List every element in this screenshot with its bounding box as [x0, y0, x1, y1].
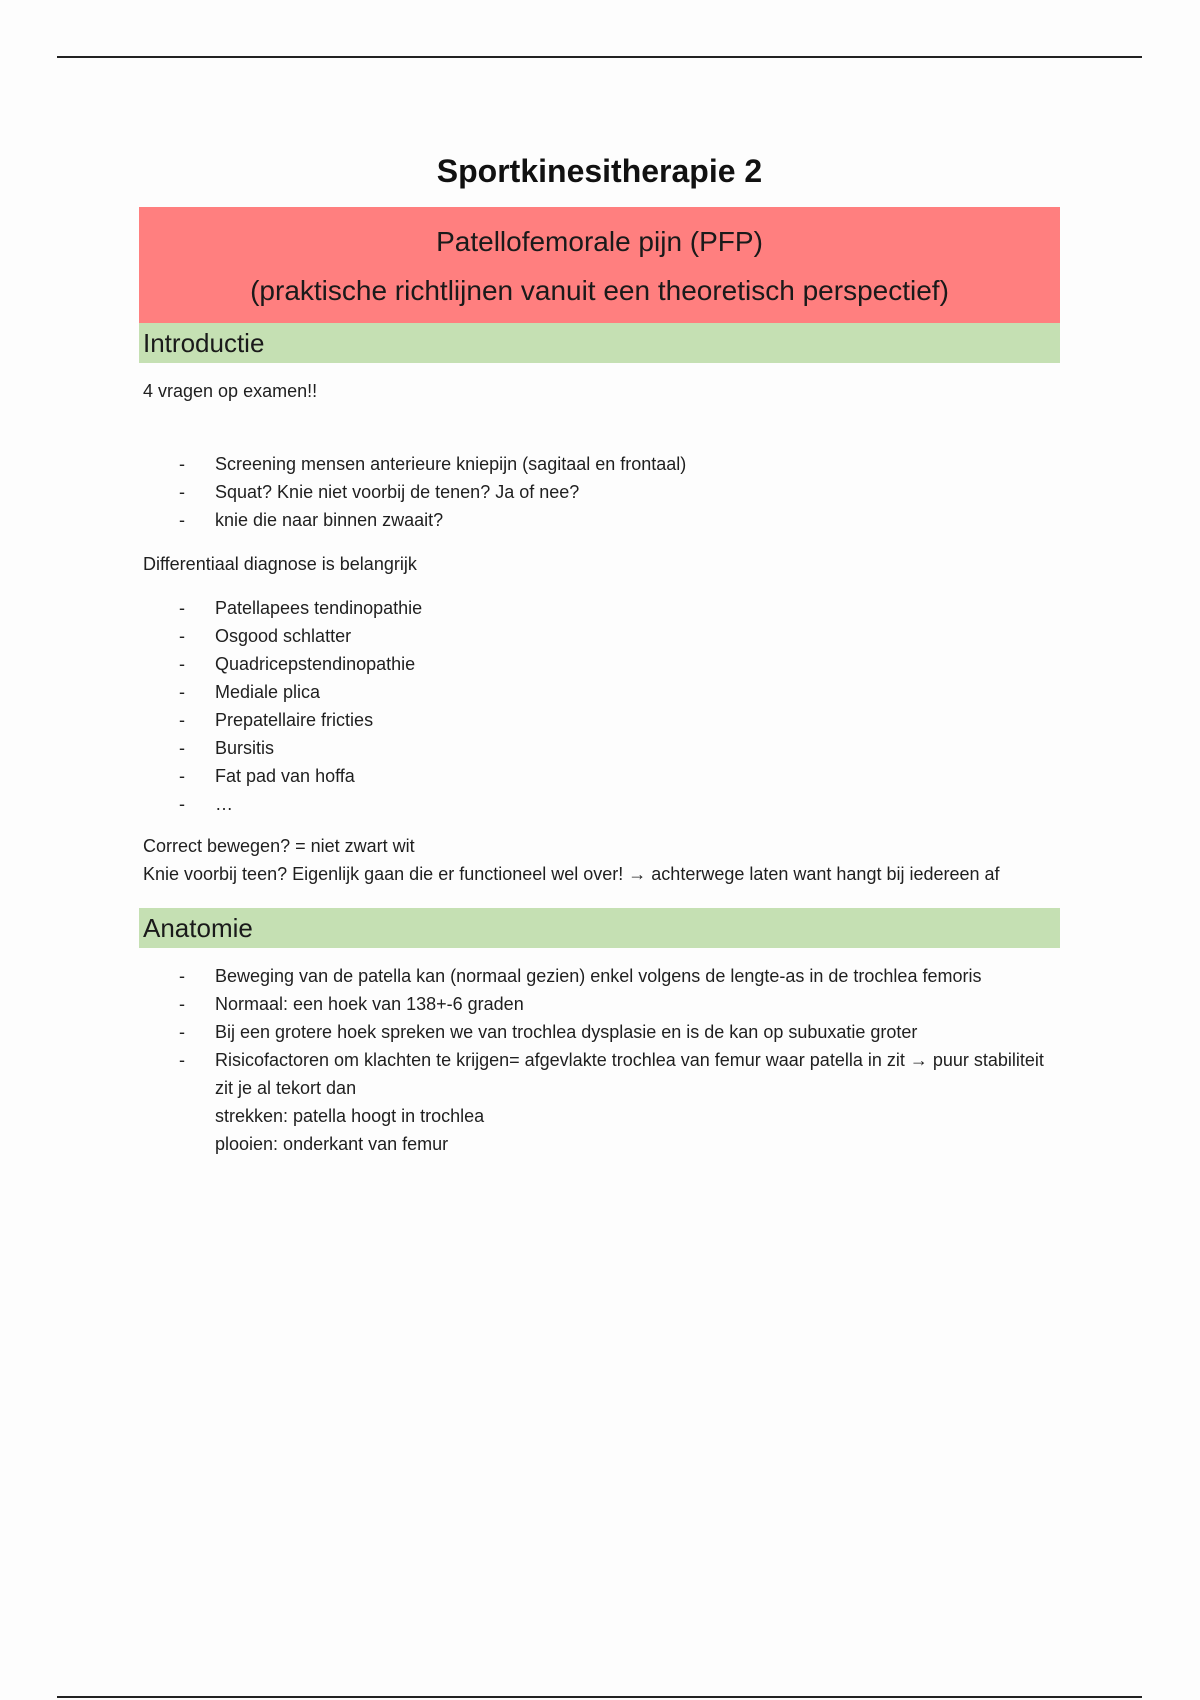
dash-bullet: -	[179, 710, 185, 730]
banner-subtitle: (praktische richtlijnen vanuit een theoretisch perspectief)	[250, 275, 949, 306]
bottom-rule	[57, 1696, 1142, 1698]
knee-over-toe-note: Knie voorbij teen? Eigenlijk gaan die er functioneel wel over! → achterwege laten want hangt bij iedereen af	[143, 864, 1000, 884]
dash-bullet: -	[179, 766, 185, 786]
list-item: - knie die naar binnen zwaait?	[139, 506, 1060, 534]
anatomy-list	[139, 962, 1060, 1158]
dash-bullet: -	[179, 654, 185, 674]
list-item: - Bursitis	[139, 734, 1060, 762]
dash-bullet: -	[179, 598, 185, 618]
dash-bullet: -	[179, 794, 185, 814]
correct-moving-note: Correct bewegen? = niet zwart wit	[143, 836, 415, 856]
banner-title: Patellofemorale pijn (PFP)	[436, 226, 763, 257]
list-item: - Screening mensen anterieure kniepijn (sagitaal en frontaal)	[139, 450, 1060, 478]
list-item: - Osgood schlatter	[139, 622, 1060, 650]
screening-list	[139, 450, 1060, 534]
top-rule	[57, 56, 1142, 58]
list-item: - Mediale plica	[139, 678, 1060, 706]
dash-bullet: -	[179, 682, 185, 702]
page-content	[139, 140, 1060, 1158]
differential-list	[139, 594, 1060, 818]
list-item: - Patellapees tendinopathie	[139, 594, 1060, 622]
list-item: - Quadricepstendinopathie	[139, 650, 1060, 678]
list-subline: strekken: patella hoogt in trochlea	[215, 1106, 485, 1126]
exam-note: 4 vragen op examen!!	[143, 381, 318, 401]
list-item: - Bij een grotere hoek spreken we van trochlea dysplasie en is de kan op subuxatie groter	[139, 1018, 1060, 1046]
list-item: - Normaal: een hoek van 138+-6 graden	[139, 990, 1060, 1018]
section-heading-introductie: Introductie	[139, 323, 1060, 363]
document-title: Sportkinesitherapie 2	[436, 153, 763, 189]
dash-bullet: -	[179, 454, 185, 474]
dash-bullet: -	[179, 738, 185, 758]
dash-bullet: -	[179, 626, 185, 646]
dash-bullet: -	[179, 966, 185, 986]
dash-bullet: -	[179, 1022, 185, 1042]
dash-bullet: -	[179, 994, 185, 1014]
list-item: - …	[139, 790, 1060, 818]
differential-label: Differentiaal diagnose is belangrijk	[143, 554, 417, 574]
dash-bullet: -	[179, 1050, 185, 1070]
list-item: - Risicofactoren om klachten te krijgen= afgevlakte trochlea van femur waar patella in zit → puur stabiliteit zit je al tekort dan	[139, 1046, 1060, 1102]
list-item: - Prepatellaire fricties	[139, 706, 1060, 734]
dash-bullet: -	[179, 482, 185, 502]
list-subline: plooien: onderkant van femur	[215, 1134, 449, 1154]
topic-banner	[139, 207, 1060, 323]
section-heading-anatomie: Anatomie	[139, 908, 1060, 948]
dash-bullet: -	[179, 510, 185, 530]
list-item: - Squat? Knie niet voorbij de tenen? Ja of nee?	[139, 478, 1060, 506]
list-item: - Fat pad van hoffa	[139, 762, 1060, 790]
list-item: - Beweging van de patella kan (normaal gezien) enkel volgens de lengte-as in de trochlea femoris	[139, 962, 1060, 990]
